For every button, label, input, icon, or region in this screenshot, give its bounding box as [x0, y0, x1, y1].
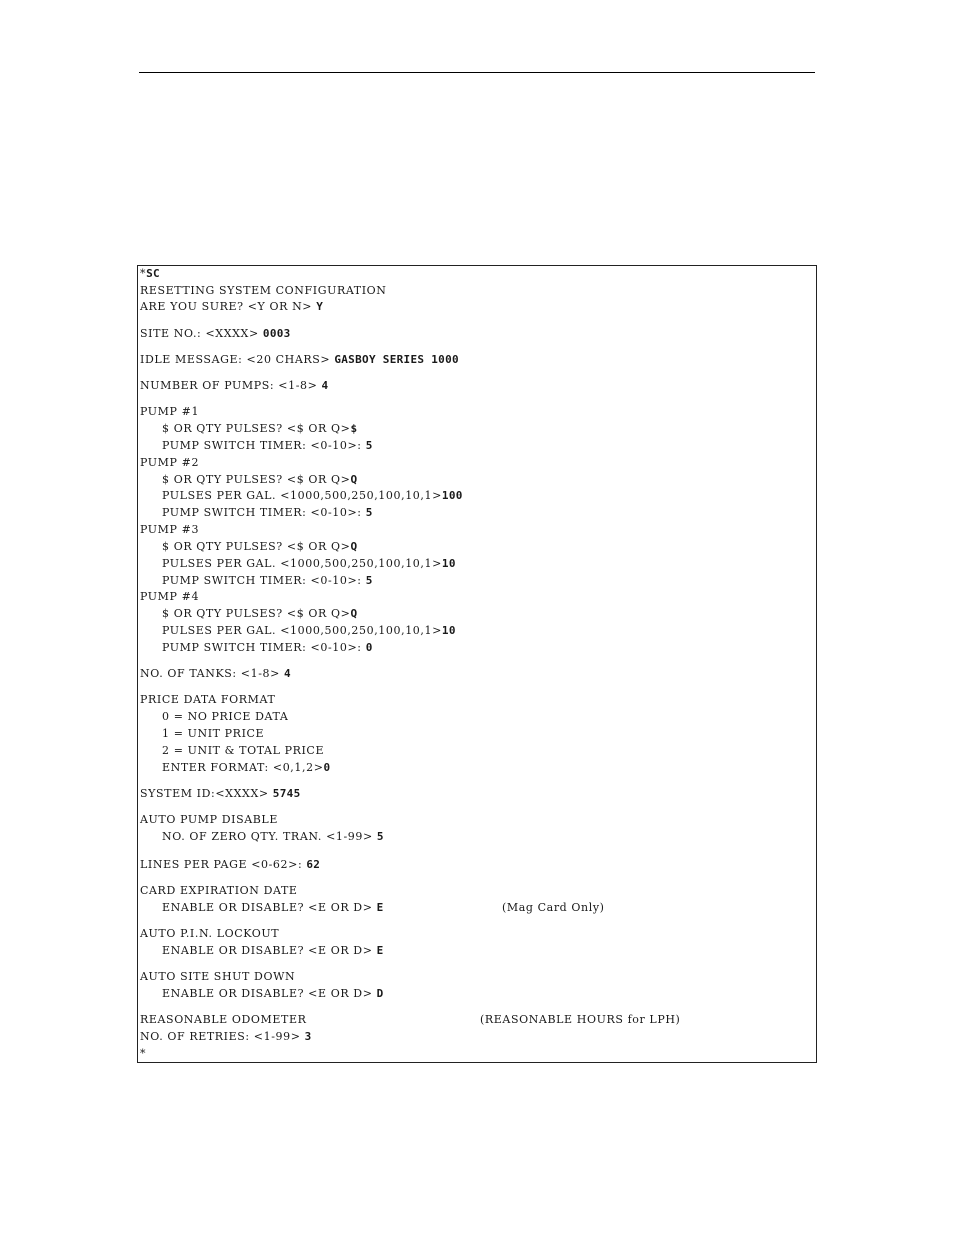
terminal-line [140, 813, 278, 827]
prompt-text: PUMP #1 [140, 405, 200, 418]
terminal-line [162, 744, 324, 758]
user-response: E [376, 901, 384, 914]
prompt-text: PUMP #4 [140, 590, 200, 603]
terminal-line [140, 353, 459, 367]
prompt-text: IDLE MESSAGE: <20 CHARS> [140, 353, 335, 366]
user-response: Y [316, 300, 324, 313]
terminal-line [140, 523, 199, 537]
terminal-line [162, 473, 357, 487]
terminal-line [140, 970, 295, 984]
user-response: SC [146, 267, 160, 280]
prompt-text: REASONABLE ODOMETER [140, 1013, 307, 1026]
prompt-text: ENABLE OR DISABLE? <E OR D> [162, 901, 377, 914]
terminal-line [140, 327, 291, 341]
terminal-line [162, 761, 330, 775]
user-response: 10 [441, 557, 456, 570]
user-response: 5 [376, 830, 384, 843]
prompt-text: 1 = UNIT PRICE [162, 727, 265, 740]
terminal-line [140, 284, 387, 298]
terminal-line [140, 667, 291, 681]
prompt-text: ENTER FORMAT: <0,1,2> [162, 761, 324, 774]
prompt-text: $ OR QTY PULSES? <$ OR Q> [162, 473, 351, 486]
user-response: 0 [365, 641, 373, 654]
prompt-text: PUMP SWITCH TIMER: <0-10>: [162, 641, 366, 654]
user-response: 5745 [272, 787, 301, 800]
terminal-line [140, 267, 160, 281]
terminal-line [162, 506, 373, 520]
terminal-line [140, 1047, 146, 1061]
terminal-line [162, 607, 357, 621]
prompt-text: PUMP #2 [140, 456, 200, 469]
user-response: 0 [323, 761, 331, 774]
prompt-text: ARE YOU SURE? <Y OR N> [140, 300, 317, 313]
terminal-line [162, 489, 463, 503]
prompt-text: 2 = UNIT & TOTAL PRICE [162, 744, 325, 757]
prompt-text: CARD EXPIRATION DATE [140, 884, 298, 897]
user-response: D [376, 987, 384, 1000]
user-response: E [376, 944, 384, 957]
terminal-line [140, 379, 328, 393]
terminal-session-box [137, 265, 817, 1063]
side-note: (Mag Card Only) [502, 901, 605, 914]
terminal-line [140, 693, 275, 707]
user-response: Q [350, 473, 358, 486]
prompt-text: NO. OF ZERO QTY. TRAN. <1-99> [162, 830, 377, 843]
prompt-text: $ OR QTY PULSES? <$ OR Q> [162, 607, 351, 620]
terminal-line [140, 884, 298, 898]
prompt-text: ENABLE OR DISABLE? <E OR D> [162, 944, 377, 957]
prompt-text: AUTO P.I.N. LOCKOUT [140, 927, 280, 940]
prompt-text: ENABLE OR DISABLE? <E OR D> [162, 987, 377, 1000]
user-response: Q [350, 540, 358, 553]
terminal-line [140, 858, 320, 872]
terminal-line [162, 901, 605, 915]
terminal-line [162, 574, 373, 588]
user-response: $ [350, 422, 358, 435]
prompt-text: SITE NO.: <XXXX> [140, 327, 263, 340]
prompt-text: PRICE DATA FORMAT [140, 693, 276, 706]
terminal-line [140, 590, 199, 604]
user-response: 3 [304, 1030, 312, 1043]
header-rule [139, 72, 815, 73]
prompt-text: NUMBER OF PUMPS: <1-8> [140, 379, 322, 392]
user-response: 5 [365, 574, 373, 587]
prompt-text: NO. OF TANKS: <1-8> [140, 667, 285, 680]
user-response: 0003 [262, 327, 291, 340]
side-note: (REASONABLE HOURS for LPH) [480, 1013, 681, 1026]
prompt-text: PUMP SWITCH TIMER: <0-10>: [162, 506, 366, 519]
prompt-text: PULSES PER GAL. <1000,500,250,100,10,1> [162, 557, 442, 570]
user-response: 5 [365, 506, 373, 519]
terminal-line [162, 987, 384, 1001]
terminal-line [140, 405, 199, 419]
terminal-line [140, 300, 323, 314]
user-response: 4 [284, 667, 291, 680]
terminal-line [162, 641, 373, 655]
prompt-text: NO. OF RETRIES: <1-99> [140, 1030, 305, 1043]
prompt-text: RESETTING SYSTEM CONFIGURATION [140, 284, 387, 297]
terminal-line [140, 787, 301, 801]
user-response: 5 [365, 439, 373, 452]
user-response: 10 [441, 624, 456, 637]
terminal-line [162, 727, 264, 741]
terminal-line [162, 422, 357, 436]
prompt-text: * [140, 1047, 147, 1060]
prompt-text: LINES PER PAGE <0-62>: [140, 858, 307, 871]
prompt-text: $ OR QTY PULSES? <$ OR Q> [162, 540, 351, 553]
prompt-text: AUTO SITE SHUT DOWN [140, 970, 296, 983]
terminal-line [140, 456, 199, 470]
terminal-line [162, 944, 384, 958]
terminal-line [162, 439, 373, 453]
prompt-text: SYSTEM ID:<XXXX> [140, 787, 273, 800]
terminal-line [140, 927, 279, 941]
prompt-text: PULSES PER GAL. <1000,500,250,100,10,1> [162, 489, 442, 502]
terminal-line [140, 1030, 312, 1044]
prompt-text: AUTO PUMP DISABLE [140, 813, 278, 826]
terminal-line [162, 710, 288, 724]
prompt-text: 0 = NO PRICE DATA [162, 710, 289, 723]
terminal-line [140, 1013, 681, 1027]
prompt-text: PULSES PER GAL. <1000,500,250,100,10,1> [162, 624, 442, 637]
user-response: Q [350, 607, 358, 620]
terminal-line [162, 830, 384, 844]
prompt-text: $ OR QTY PULSES? <$ OR Q> [162, 422, 351, 435]
user-response: 4 [321, 379, 329, 392]
prompt-text: PUMP SWITCH TIMER: <0-10>: [162, 439, 366, 452]
prompt-text: PUMP #3 [140, 523, 200, 536]
terminal-line [162, 540, 357, 554]
prompt-text: PUMP SWITCH TIMER: <0-10>: [162, 574, 366, 587]
user-response: 62 [306, 858, 321, 871]
user-response: 100 [441, 489, 463, 502]
prompt-text: * [140, 267, 147, 280]
terminal-line [162, 624, 456, 638]
user-response: GASBOY SERIES 1000 [334, 353, 459, 366]
terminal-line [162, 557, 456, 571]
